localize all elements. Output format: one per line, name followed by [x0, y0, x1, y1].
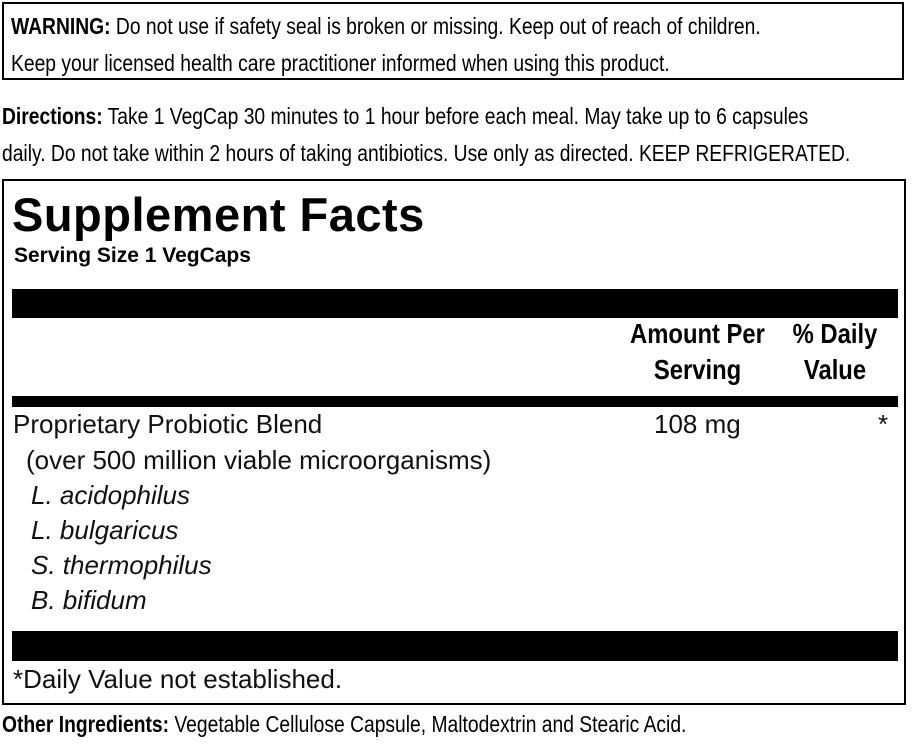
- supplement-facts-panel: [2, 179, 906, 705]
- header-daily-value: [780, 316, 890, 388]
- header-amount-per-serving: [615, 316, 780, 388]
- directions-line-1: [2, 98, 904, 135]
- divider-thick-top: [12, 289, 898, 318]
- warning-label: WARNING:: [11, 13, 111, 39]
- warning-line-1: [11, 8, 761, 45]
- divider-thick-bottom: [12, 631, 898, 661]
- blend-description: (over 500 million viable microorganisms): [26, 445, 492, 475]
- header-amount-line-2: Serving: [653, 354, 742, 385]
- blend-daily-value: *: [878, 409, 889, 439]
- header-dv-line-2: Value: [803, 354, 867, 385]
- divider-medium: [12, 396, 898, 407]
- warning-box: [2, 2, 904, 80]
- directions-line-2: daily. Do not take within 2 hours of taking antibiotics. Use only as directed. KEEP REFRIGERATED.: [2, 140, 851, 166]
- warning-line-2: Keep your licensed health care practitioner informed when using this product.: [11, 50, 670, 76]
- header-dv-line-1: % Daily: [792, 318, 878, 349]
- other-ingredients: [2, 706, 904, 743]
- serving-size: Serving Size 1 VegCaps: [14, 244, 251, 267]
- other-ingredients-label: Other Ingredients:: [2, 711, 170, 737]
- directions-text-1: Take 1 VegCap 30 minutes to 1 hour before each meal. May take up to 6 capsules: [102, 103, 809, 129]
- strain-item: S. thermophilus: [31, 550, 212, 580]
- strain-item: L. acidophilus: [31, 480, 190, 510]
- strain-item: B. bifidum: [31, 585, 147, 615]
- other-ingredients-text: Vegetable Cellulose Capsule, Maltodextrin and Stearic Acid.: [169, 711, 687, 737]
- footnote: *Daily Value not established.: [13, 664, 343, 694]
- directions: [2, 98, 904, 172]
- facts-title: Supplement Facts: [12, 188, 425, 241]
- directions-label: Directions:: [2, 103, 103, 129]
- strain-item: L. bulgaricus: [31, 515, 179, 545]
- blend-amount: 108 mg: [654, 409, 741, 439]
- blend-name: Proprietary Probiotic Blend: [13, 409, 323, 439]
- header-amount-line-1: Amount Per: [630, 318, 765, 349]
- warning-text-1: Do not use if safety seal is broken or missing. Keep out of reach of children.: [110, 13, 761, 39]
